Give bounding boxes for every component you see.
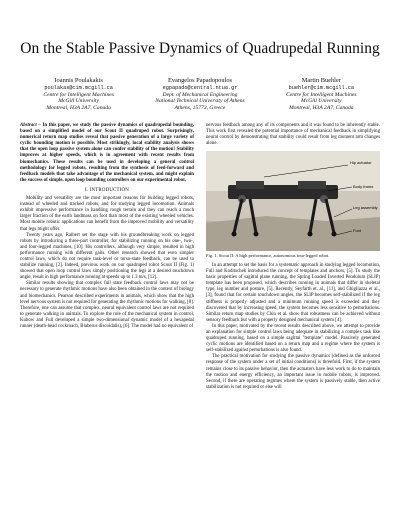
abstract <box>20 123 194 184</box>
author-name: Ioannis Poulakakis <box>54 77 103 84</box>
author-block <box>18 78 382 112</box>
body-paragraph: Mobility and versatility are the most important reasons for building legged robots, instead of wheeled and tracked robots, and for studying legged locomotion. Animals exhibit impressive performance in handling rough terrain and they can reach a much larger fraction of the earth landmass on foot than most of the existing wheeled vehicles. Most mobile robotic applications can benefit from the improved mobility and versatility that legs might offer. <box>20 196 194 232</box>
figure-label-hip: Hip actuator <box>350 160 372 166</box>
body-paragraph: Similar results showing that complex full state feedback control laws may not be necessary to generate rhythmic motions have also been obtained in the context of biology and biomechanics. Pearson described experiments in animals, which show that the high level nervous system is not required for generating the rhythmic motions for walking, [8]. Therefore, one can assume that complex, neural equivalent control laws are not required to generate walking in animals. To explore the role of the mechanical system in control, Kubow and Full developed a simple two-dimensional dynamic model of a hexapedal runner (death-head cockroach, Blaberus discoidalis), [6]. The model had no equivalent of <box>20 281 194 329</box>
author-name: Evangelos Papadopoulos <box>167 77 233 84</box>
author-email: egpapado@central.ntua.gr <box>162 84 238 91</box>
robot-figure <box>206 151 380 251</box>
author-affiliation: Montreal, H3A 2A7, Canada <box>289 105 354 112</box>
author-affiliation: Dept. of Mechanical Engineering <box>162 91 238 98</box>
author-2 <box>139 78 260 112</box>
figure-caption: Fig. 1. Scout II: A high performance, autonomous four-legged robot. <box>206 253 330 259</box>
body-paragraph: The practical motivation for studying the passive dynamics (defined as the unforced response of the system under a set of initial conditions) is threefold. First, if the system remains close to its passive behavior, then the actuators have less work to do to maintain the motion and energy efficiency, an important issue in mobile robots, is improved. Second, if there are operating regimes where the system is passively stable, then active stabilization is not required or else will <box>206 354 380 390</box>
right-column <box>206 123 380 391</box>
body-paragraph: In an attempt to set the basis for a systematic approach in studying legged locomotion, Full and Koditschek introduced the concept of templates and anchors, [5]. To study the basic properties of sagittal plane running, the Spring Loaded Inverted Pendulum (SLIP) template has been proposed, which describes running in animals that differ in skeletal type, leg number and posture, [5]. Recently, Seyfarth et. al., [11], and Ghigliazza et al., [3], found that for certain touchdown angles, the SLIP becomes self-stabilized if the leg stiffness is properly adjusted and a minimum running speed is exceeded and they discovered that by increasing speed, the system becomes less sensitive to perturbations. Similar return map studies by Chiu et al. show that robustness can be achieved without sensory feedback but with a properly designed mechanical system [4]. <box>206 262 380 323</box>
body-paragraph: Twenty years ago, Raibert set the stage with his groundbreaking work on legged robots by introducing a three-part controller, for stabilizing running on his one-, two-, and four-legged machines, [10]. His controllers, although very simple, resulted in high performance running with different gaits. Other research showed that even simpler control laws, which do not require task-level or torso-state feedback, can be used to stabilize running, [2]. Indeed, previous work on our quadruped robot Scout II (Fig. 1) showed that open loop control laws simply positioning the legs at a desired touchdown angle, result in high performance running at speeds up to 1.3 m/s, [12]. <box>20 232 194 281</box>
figure-label-foot: Foot <box>353 228 362 234</box>
author-email: poulakas@cim.mcgill.ca <box>44 84 113 91</box>
figure-label-leg: Leg assembly <box>353 205 378 211</box>
abstract-label: Abstract <box>20 123 37 128</box>
author-affiliation: Montreal, H3A 2A7, Canada <box>46 105 111 112</box>
author-affiliation: National Technical University of Athens <box>155 98 245 105</box>
author-affiliation: McGill University <box>58 98 99 105</box>
author-affiliation: Centre for Intelligent Machines <box>43 91 114 98</box>
author-email: buehler@cim.mcgill.ca <box>288 84 354 91</box>
author-name: Martin Buehler <box>301 77 341 84</box>
left-column <box>20 123 194 330</box>
robot-photo <box>206 151 380 251</box>
body-paragraph: In this paper, motivated by the recent results described above, we attempt to provide an explanation for simple control laws being adequate in stabilizing a complex task like quadruped running, based on a simple sagittal "template" model. Passively generated cyclic motions are identified based on a return map and a regime where the system is self-stabilized against perturbations is also found. <box>206 323 380 354</box>
author-3 <box>261 78 382 112</box>
author-affiliation: Centre for Intelligent Machines <box>286 91 357 98</box>
section-heading: I. INTRODUCTION <box>84 187 130 193</box>
author-1 <box>18 78 139 112</box>
paper-title: On the Stable Passive Dynamics of Quadrupedal Running <box>20 40 380 57</box>
author-affiliation: Athens, 15773, Greece <box>174 105 226 112</box>
body-paragraph: nervous feedback among any of its components and it was found to be inherently stable. This work first revealed the potential importance of mechanical feedback in simplifying neural control by demonstrating that stability could result from leg moment arm changes alone. <box>206 123 380 147</box>
author-affiliation: McGill University <box>301 98 342 105</box>
figure-label-body: Body frame <box>353 184 374 190</box>
abstract-text: – In this paper, we study the passive dynamics of quadrupedal bounding, based on a simplified model of our Scout II quadruped robot. Surprisingly, numerical return map studies reveal that passive generation of a large variety of cyclic bounding motion is possible. Most strikingly, local stability analysis shows that the open loop passive system alone can confer stability of the motion! Stability improves at higher speeds, which is in agreement with recent results from biomechanics. These results can be used in developing a general control methodology for legged robots, resulting from the synthesis of feed-forward and feedback models that take advantage of the mechanical system, and might explain the success of simple, open loop bounding controllers on our experimental robot. <box>20 123 194 183</box>
